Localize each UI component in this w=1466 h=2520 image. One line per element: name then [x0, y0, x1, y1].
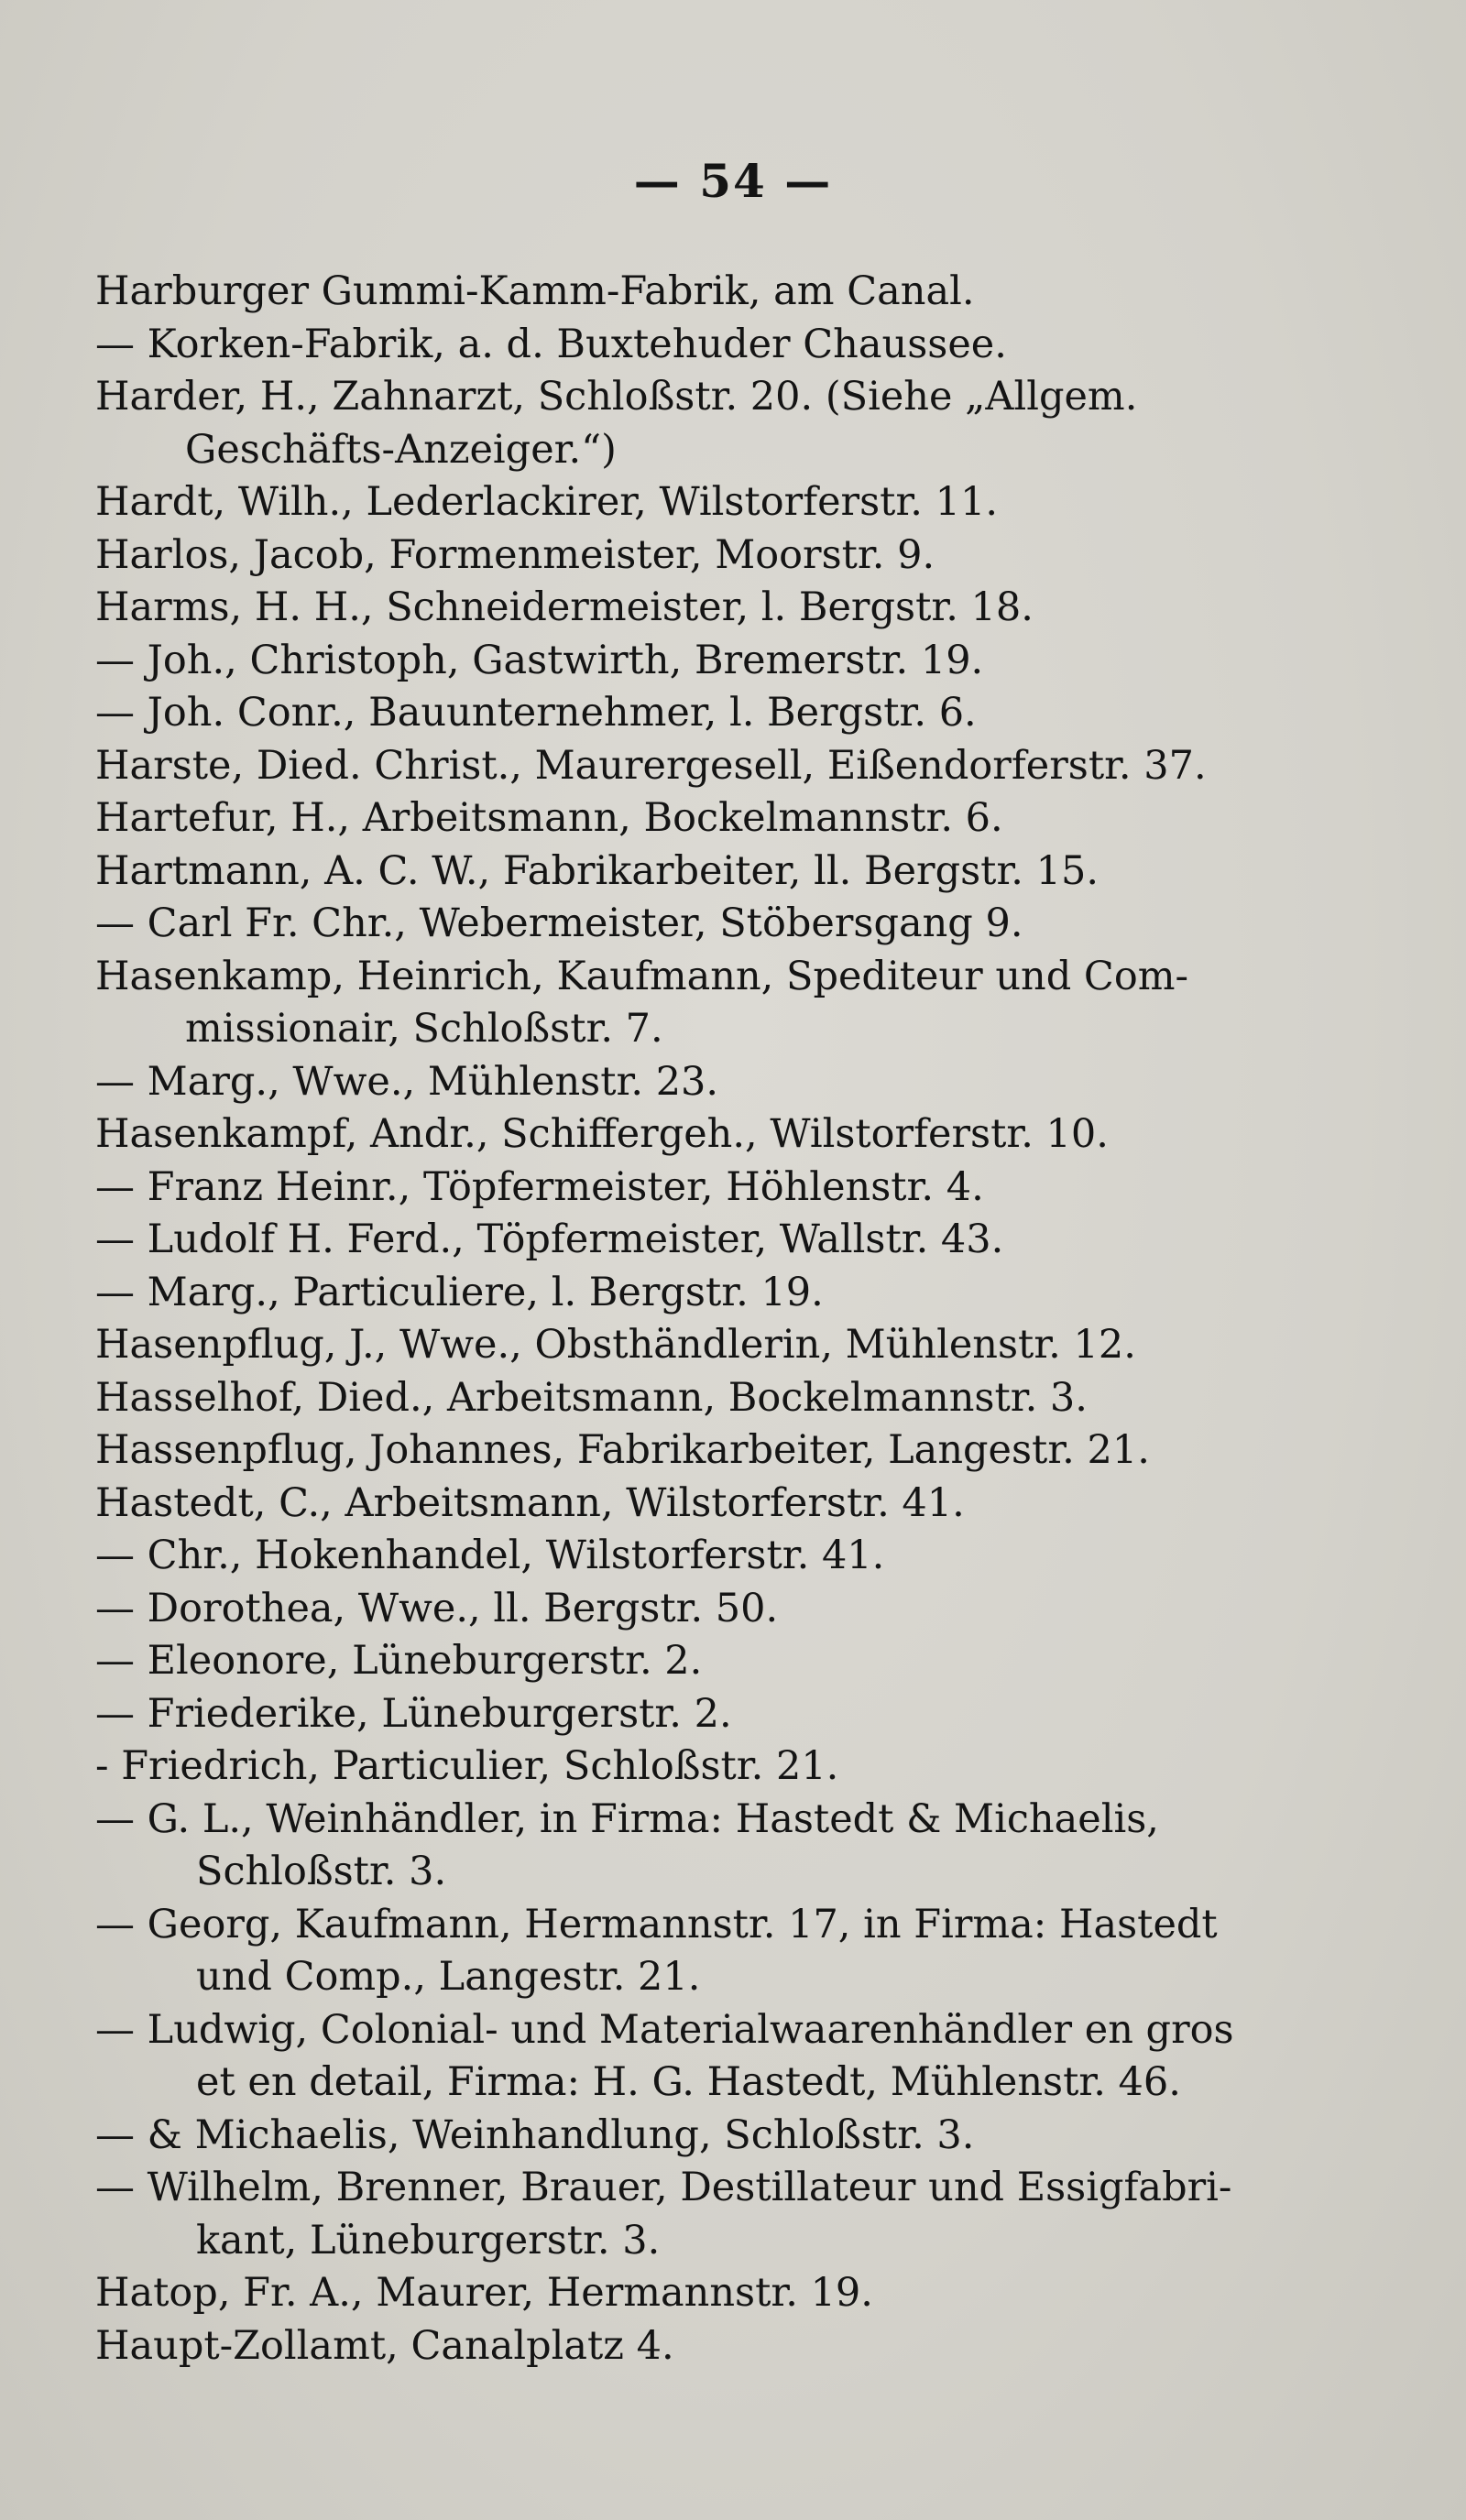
directory-entry: Harder, H., Zahnarzt, Schloßstr. 20. (Siehe „Allgem. Geschäfts-Anzeiger.“) — [95, 374, 1138, 473]
directory-entry: — Dorothea, Wwe., ll. Bergstr. 50. — [95, 1585, 779, 1631]
directory-entry: Hasselhof, Died., Arbeitsmann, Bockelmannstr. 3. — [95, 1374, 1088, 1421]
directory-entry: — Carl Fr. Chr., Webermeister, Stöbersgang 9. — [95, 900, 1023, 946]
directory-entry: - Friedrich, Particulier, Schloßstr. 21. — [95, 1743, 839, 1789]
directory-entry: — Georg, Kaufmann, Hermannstr. 17, in Firma: Hastedt und Comp., Langestr. 21. — [95, 1901, 1218, 2000]
directory-entry: Hartmann, A. C. W., Fabrikarbeiter, ll. Bergstr. 15. — [95, 847, 1100, 894]
directory-entry: Hatop, Fr. A., Maurer, Hermannstr. 19. — [95, 2270, 873, 2316]
directory-entry: — Friederike, Lüneburgerstr. 2. — [95, 1690, 732, 1737]
directory-entry: Hasenpflug, J., Wwe., Obsthändlerin, Mühlenstr. 12. — [95, 1322, 1136, 1368]
directory-entry: Harburger Gummi-Kamm-Fabrik, am Canal. — [95, 268, 975, 314]
directory-entry: — Ludolf H. Ferd., Töpfermeister, Wallstr. 43. — [95, 1216, 1004, 1262]
directory-entry: Harms, H. H., Schneidermeister, l. Bergstr. 18. — [95, 584, 1034, 630]
directory-entry: Haupt-Zollamt, Canalplatz 4. — [95, 2322, 674, 2369]
directory-entry: — Chr., Hokenhandel, Wilstorferstr. 41. — [95, 1533, 885, 1578]
directory-entry: Hardt, Wilh., Lederlackirer, Wilstorferstr. 11. — [95, 479, 999, 525]
directory-entry: — Marg., Particuliere, l. Bergstr. 19. — [95, 1269, 824, 1315]
directory-entry: — G. L., Weinhändler, in Firma: Hastedt & Michaelis, Schloßstr. 3. — [95, 1795, 1159, 1894]
directory-entry: — Joh., Christoph, Gastwirth, Bremerstr. 19. — [95, 637, 984, 683]
directory-entry: — Korken-Fabrik, a. d. Buxtehuder Chaussee. — [95, 321, 1007, 367]
directory-entry: — Ludwig, Colonial- und Materialwaarenhändler en gros et en detail, Firma: H. G. Hastedt, Mühlenstr. 46. — [95, 2006, 1234, 2105]
directory-entries — [95, 266, 1286, 2373]
page-number: — 54 — — [633, 154, 833, 208]
directory-entry: Hastedt, C., Arbeitsmann, Wilstorferstr. 41. — [95, 1479, 965, 1526]
directory-entry: Hartefur, H., Arbeitsmann, Bockelmannstr. 6. — [95, 795, 1003, 841]
directory-entry: — & Michaelis, Weinhandlung, Schloßstr. 3. — [95, 2111, 975, 2158]
directory-entry: — Franz Heinr., Töpfermeister, Höhlenstr. 4. — [95, 1163, 984, 1210]
directory-entry: — Marg., Wwe., Mühlenstr. 23. — [95, 1058, 719, 1105]
directory-entry: Harlos, Jacob, Formenmeister, Moorstr. 9. — [95, 531, 935, 578]
directory-entry: — Wilhelm, Brenner, Brauer, Destillateur und Essigfabri- kant, Lüneburgerstr. 3. — [95, 2165, 1232, 2264]
directory-entry: Hasenkamp, Heinrich, Kaufmann, Spediteur und Com- missionair, Schloßstr. 7. — [95, 953, 1189, 1052]
directory-entry: Hassenpflug, Johannes, Fabrikarbeiter, Langestr. 21. — [95, 1427, 1150, 1473]
directory-entry: Hasenkampf, Andr., Schiffergeh., Wilstorferstr. 10. — [95, 1111, 1109, 1157]
directory-entry: Harste, Died. Christ., Maurergesell, Eißendorferstr. 37. — [95, 742, 1207, 789]
directory-entry: — Eleonore, Lüneburgerstr. 2. — [95, 1638, 703, 1684]
directory-entry: — Joh. Conr., Bauunternehmer, l. Bergstr. 6. — [95, 690, 977, 736]
